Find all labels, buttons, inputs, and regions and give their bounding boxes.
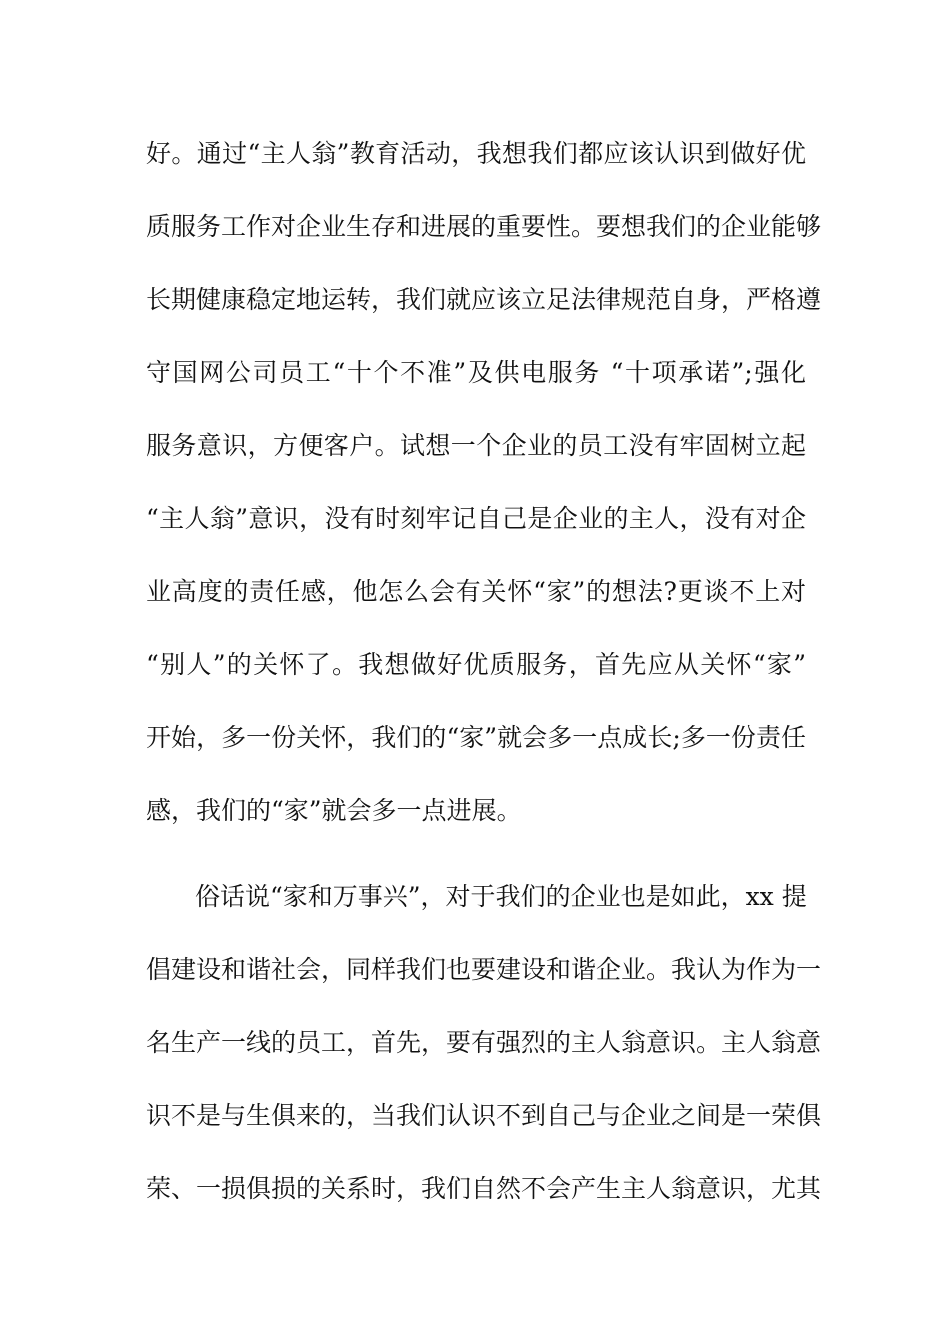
paragraph-line: “主人翁”意识，没有时刻牢记自己是企业的主人，没有对企 (146, 504, 806, 533)
paragraph-line: 识不是与生俱来的，当我们认识不到自己与企业之间是一荣俱 (146, 1101, 822, 1130)
paragraph-line: 业高度的责任感，他怎么会有关怀“家”的想法?更谈不上对 (146, 577, 806, 606)
paragraph-line: 守国网公司员工“十个不准”及供电服务 “十项承诺”;强化 (146, 358, 806, 387)
paragraph-line: 名生产一线的员工，首先，要有强烈的主人翁意识。主人翁意 (146, 1028, 822, 1057)
paragraph-line: 倡建设和谐社会，同样我们也要建设和谐企业。我认为作为一 (146, 955, 822, 984)
paragraph-line: “别人”的关怀了。我想做好优质服务，首先应从关怀“家” (146, 650, 806, 679)
paragraph-line: 好。通过“主人翁”教育活动，我想我们都应该认识到做好优 (146, 139, 806, 168)
paragraph-line: 质服务工作对企业生存和进展的重要性。要想我们的企业能够 (146, 212, 822, 241)
paragraph-line: 感，我们的“家”就会多一点进展。 (146, 796, 522, 825)
paragraph-line: 服务意识，方便客户。试想一个企业的员工没有牢固树立起 (146, 431, 806, 460)
paragraph-line: 荣、一损俱损的关系时，我们自然不会产生主人翁意识，尤其 (146, 1174, 822, 1203)
paragraph-line: 俗话说“家和万事兴”，对于我们的企业也是如此，xx 提 (195, 882, 807, 911)
paragraph-line: 开始，多一份关怀，我们的“家”就会多一点成长;多一份责任 (146, 723, 806, 752)
paragraph-line: 长期健康稳定地运转，我们就应该立足法律规范自身，严格遵 (146, 285, 822, 314)
